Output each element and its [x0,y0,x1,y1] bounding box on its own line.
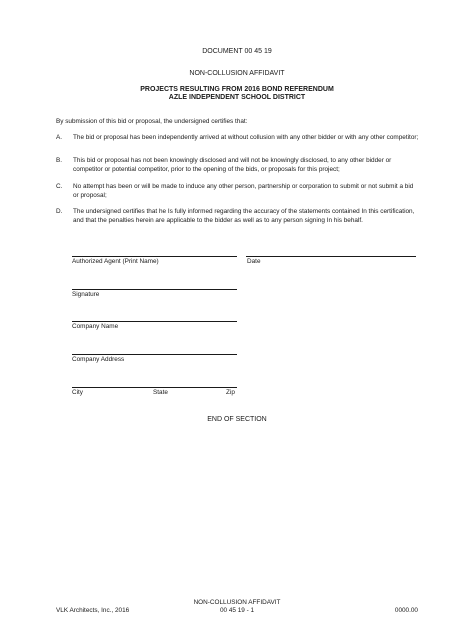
clause-text: This bid or proposal has not been knowingly disclosed and will not be knowingly disclosed, to any other bidder or competitor or potential competitor, prior to the opening of the bids, or proposals for this project; [73,157,392,173]
clause-letter: B. [56,157,63,164]
date-label: Date [247,258,261,265]
footer-page-number: 00 45 19 - 1 [219,607,255,614]
company-name-label: Company Name [72,323,119,330]
footer-title: NON-COLLUSION AFFIDAVIT [193,599,281,606]
city-label: City [72,389,84,396]
clause-text: No attempt has been or will be made to induce any other person, partnership or corporation to submit or not submit a bid or proposal; [73,183,414,199]
intro-statement: By submission of this bid or proposal, the undersigned certifies that: [56,118,248,125]
clause-letter: A. [56,134,63,141]
clause-text: The undersigned certifies that he Is fully informed regarding the accuracy of the statements contained In this certification, and that the penalties herein are applicable to the bidder as well as to any person signing In his behalf. [73,208,415,224]
zip-label: Zip [226,389,235,396]
document-number: DOCUMENT 00 45 19 [202,48,272,55]
document-type: NON-COLLUSION AFFIDAVIT [189,70,285,77]
clause-text: The bid or proposal has been independently arrived at without collusion with any other bidder or with any other competitor; [73,134,419,141]
state-label: State [153,389,168,396]
date-line[interactable] [246,256,416,257]
signature-label: Signature [72,291,100,298]
signature-line[interactable] [72,289,237,290]
project-title-line1: PROJECTS RESULTING FROM 2016 BOND REFERENDUM [140,86,334,93]
clause-letter: D. [56,208,63,215]
footer-project-number: 0000.00 [394,607,418,614]
authorized-agent-label: Authorized Agent (Print Name) [72,258,159,265]
clause-letter: C. [56,183,63,190]
project-title-line2: AZLE INDEPENDENT SCHOOL DISTRICT [168,94,306,101]
authorized-agent-line[interactable] [72,256,237,257]
footer-company: VLK Architects, Inc., 2016 [56,607,130,614]
company-address-line[interactable] [72,354,237,355]
city-state-zip-line[interactable] [72,387,237,388]
end-of-section: END OF SECTION [207,416,267,423]
company-address-label: Company Address [72,356,125,363]
company-name-line[interactable] [72,321,237,322]
